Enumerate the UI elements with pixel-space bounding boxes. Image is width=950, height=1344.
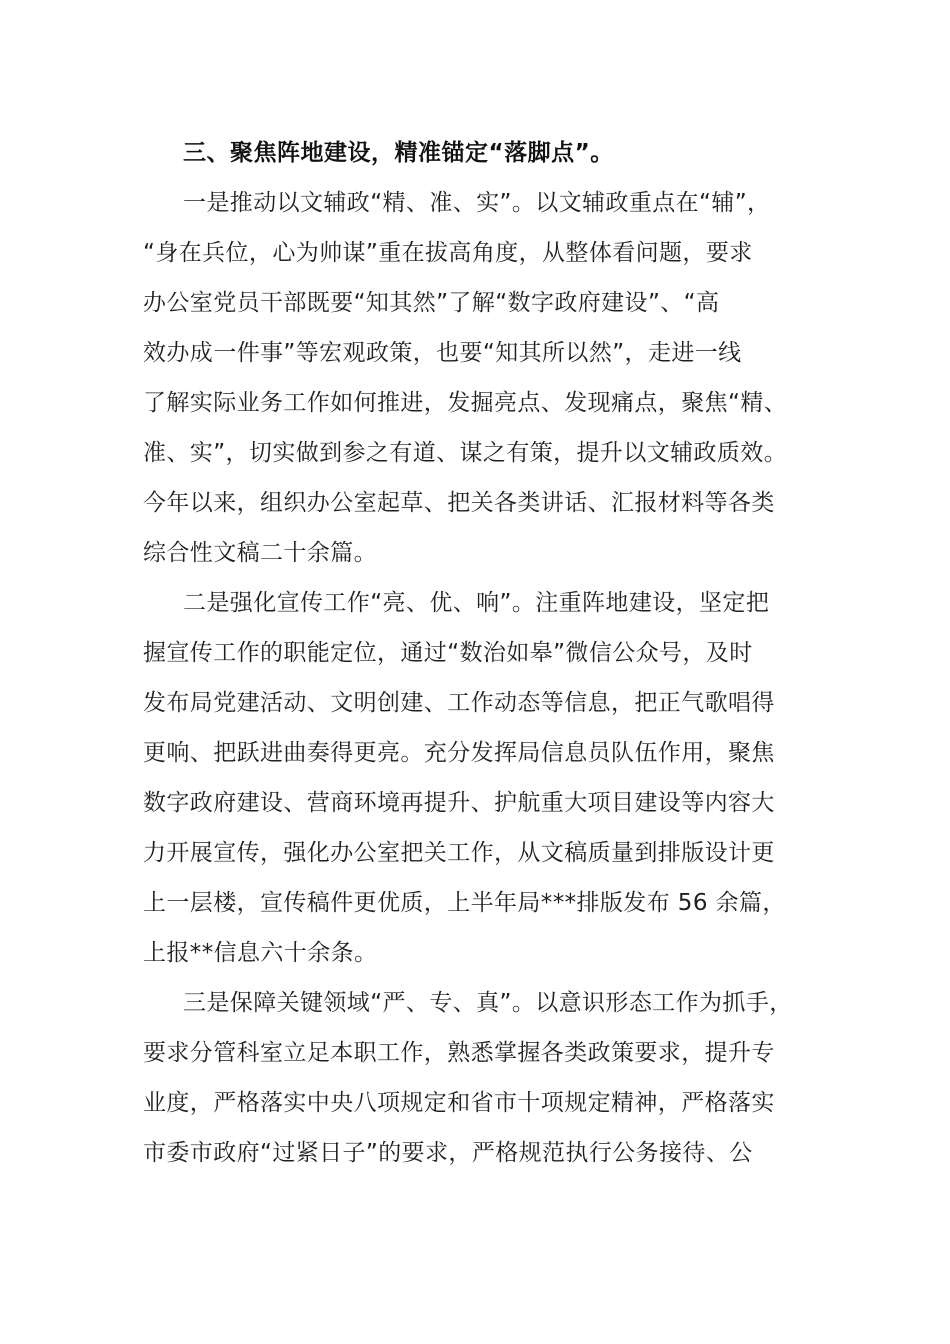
paragraph-line: 一是推动以文辅政“精、准、实”。以文辅政重点在“辅”， [183, 190, 771, 216]
paragraph-line: 三是保障关键领域“严、专、真”。以意识形态工作为抓手， [183, 990, 793, 1016]
paragraph-line: “身在兵位，心为帅谋”重在拔高角度，从整体看问题，要求 [143, 240, 753, 266]
paragraph-line: 力开展宣传，强化办公室把关工作，从文稿质量到排版设计更 [143, 840, 775, 866]
paragraph-3 [143, 978, 823, 1178]
paragraph-line: 今年以来，组织办公室起草、把关各类讲话、汇报材料等各类 [143, 490, 775, 516]
paragraph-line: 发布局党建活动、文明创建、工作动态等信息，把正气歌唱得 [143, 690, 775, 716]
paragraph-line: 二是强化宣传工作“亮、优、响”。注重阵地建设，坚定把 [183, 590, 770, 616]
paragraph-line: 上报**信息六十余条。 [143, 940, 378, 966]
paragraph-line: 效办成一件事”等宏观政策，也要“知其所以然”，走进一线 [143, 340, 742, 366]
paragraph-line: 上一层楼，宣传稿件更优质，上半年局***排版发布 56 余篇， [143, 890, 786, 916]
paragraph-2 [143, 578, 823, 978]
paragraph-line: 准、实”，切实做到参之有道、谋之有策，提升以文辅政质效。 [143, 440, 788, 466]
paragraph-line: 更响、把跃进曲奏得更亮。充分发挥局信息员队伍作用，聚焦 [143, 740, 775, 766]
paragraph-line: 综合性文稿二十余篇。 [143, 540, 377, 566]
paragraph-line: 握宣传工作的职能定位，通过“数治如皋”微信公众号，及时 [143, 640, 753, 666]
paragraph-1 [143, 178, 823, 578]
section-heading: 三、聚焦阵地建设，精准锚定“落脚点”。 [183, 140, 614, 166]
paragraph-line: 市委市政府“过紧日子”的要求，严格规范执行公务接待、公 [143, 1140, 753, 1166]
paragraph-line: 办公室党员干部既要“知其然”了解“数字政府建设”、“高 [143, 290, 720, 316]
document-body [143, 128, 823, 1178]
paragraph-line: 要求分管科室立足本职工作，熟悉掌握各类政策要求，提升专 [143, 1040, 775, 1066]
paragraph-line: 了解实际业务工作如何推进，发掘亮点、发现痛点，聚焦“精、 [143, 390, 788, 416]
paragraph-line: 数字政府建设、营商环境再提升、护航重大项目建设等内容大 [143, 790, 775, 816]
paragraph-line: 业度，严格落实中央八项规定和省市十项规定精神，严格落实 [143, 1090, 775, 1116]
